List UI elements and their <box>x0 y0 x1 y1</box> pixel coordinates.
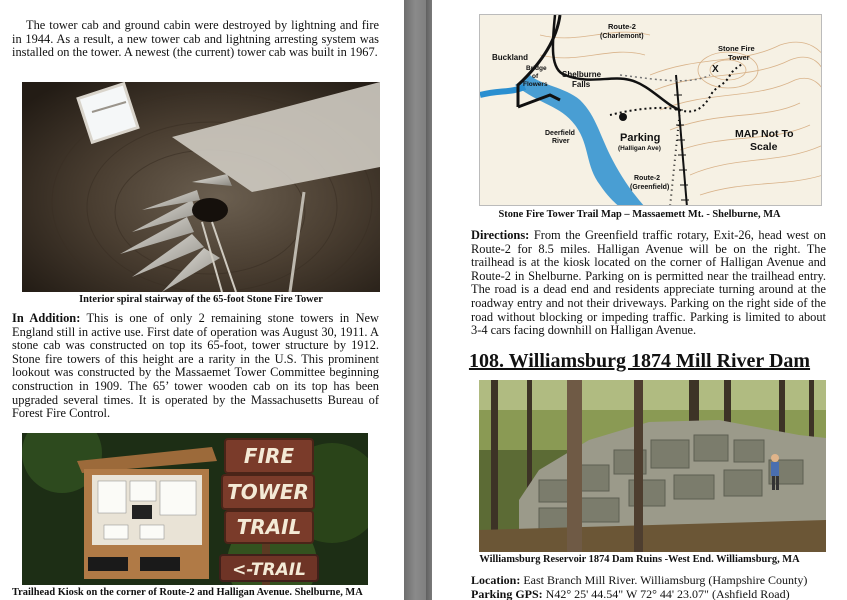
parking-gps-line <box>471 587 790 600</box>
parking-marker <box>619 113 627 121</box>
location-value: East Branch Mill River. Williamsburg (Hampshire County) <box>520 573 808 587</box>
map-label-bridge-2: of <box>532 73 539 80</box>
spiral-stairway-illustration <box>22 82 380 292</box>
addition-lead: In Addition: <box>12 311 81 325</box>
sign-fire: FIRE <box>243 444 295 468</box>
map-label-tower-2: Tower <box>728 53 750 62</box>
left-page <box>0 0 404 600</box>
map-label-tower-1: Stone Fire <box>718 44 755 53</box>
parking-gps-value: N42° 25' 44.54" W 72° 44' 23.07" (Ashfield Road) <box>542 587 790 600</box>
map-label-route2-charlemont-2: (Charlemont) <box>600 33 644 40</box>
sign-trail: TRAIL <box>236 515 302 539</box>
parking-gps-label: Parking GPS: <box>471 587 543 600</box>
section-heading: 108. Williamsburg 1874 Mill River Dam <box>468 350 811 372</box>
dam-photo-caption: Williamsburg Reservoir 1874 Dam Ruins -West End. Williamsburg, MA <box>479 554 800 565</box>
directions-text: From the Greenfield traffic rotary, Exit-26, head west on Route-2 for 8.5 miles. Halligan Avenue will be on the right. The trailhead is at the kiosk located on the corner of Halligan Avenue and Route-2 in Shelburne. Parking on is permitted near the trailhead entry. The road is a dead end and residents appreciate turning around at the roadway entry and not their driveways. Parking on the right side of the road without blocking or impeding traffic. Parking is limited to about 3-4 cars facing downhill on Halligan Avenue. <box>471 228 826 338</box>
kiosk-photo-caption: Trailhead Kiosk on the corner of Route-2 and Halligan Avenue. Shelburne, MA <box>12 587 363 598</box>
sign-arrow-trail: <-TRAIL <box>232 560 306 580</box>
trail-map-illustration <box>480 15 822 206</box>
directions-lead: Directions: <box>471 228 530 242</box>
trailhead-kiosk-photo <box>22 433 368 585</box>
spiral-stairway-photo <box>22 82 380 292</box>
map-label-route2-charlemont-1: Route-2 <box>608 22 636 31</box>
intro-paragraph: The tower cab and ground cabin were destroyed by lightning and fire in 1944. As a result, a new tower cab and lightning arresting system was installed on the tower. A newest (the current) tower cab was built in 1967. <box>12 18 379 60</box>
map-caption: Stone Fire Tower Trail Map – Massaemett Mt. - Shelburne, MA <box>498 209 781 220</box>
addition-paragraph <box>12 312 379 421</box>
trail-map <box>479 14 822 206</box>
sign-tower: TOWER <box>227 480 309 504</box>
location-line <box>471 573 807 588</box>
map-label-shelburne-2: Falls <box>572 80 591 89</box>
map-label-deerfield-2: River <box>552 138 570 145</box>
dam-ruins-illustration <box>479 380 826 552</box>
location-label: Location: <box>471 573 521 587</box>
map-label-route2-greenfield-1: Route-2 <box>634 175 661 182</box>
hiker-figure <box>771 454 779 462</box>
book-gutter <box>404 0 432 600</box>
map-tower-marker: X <box>712 64 719 75</box>
stair-photo-caption: Interior spiral stairway of the 65-foot Stone Fire Tower <box>79 294 323 305</box>
map-label-not-to-scale-1: MAP Not To <box>735 128 794 140</box>
map-label-buckland: Buckland <box>492 53 529 62</box>
map-label-not-to-scale-2: Scale <box>750 141 778 153</box>
map-label-parking: Parking <box>620 132 661 144</box>
directions-paragraph <box>471 229 826 338</box>
fire-tower-trail-sign <box>222 439 314 543</box>
dam-ruins-photo <box>479 380 826 552</box>
kiosk-illustration <box>22 433 368 585</box>
addition-text: This is one of only 2 remaining stone towers in New England still in active use. First date of operation was August 30, 1911. A stone cab was constructed on top its 65-foot, tower structure by 1912. Stone fire towers of this height are a rarity in the U.S. This prominent lookout was constructed by the Massaemet Tower Committee beginning construction in 1909. The 65’ tower wooden cab on its top has been upgraded several times. It is operated by the Massachusetts Bureau of Forest Fire Control. <box>12 311 379 421</box>
map-label-bridge-3: Flowers <box>523 81 548 88</box>
map-label-route2-greenfield-2: (Greenfield) <box>630 184 670 191</box>
map-label-deerfield-1: Deerfield <box>545 130 575 137</box>
map-label-shelburne-1: Shelburne <box>562 70 602 79</box>
map-label-parking-sub: (Halligan Ave) <box>618 145 661 152</box>
map-label-bridge-1: Bridge <box>526 65 547 72</box>
